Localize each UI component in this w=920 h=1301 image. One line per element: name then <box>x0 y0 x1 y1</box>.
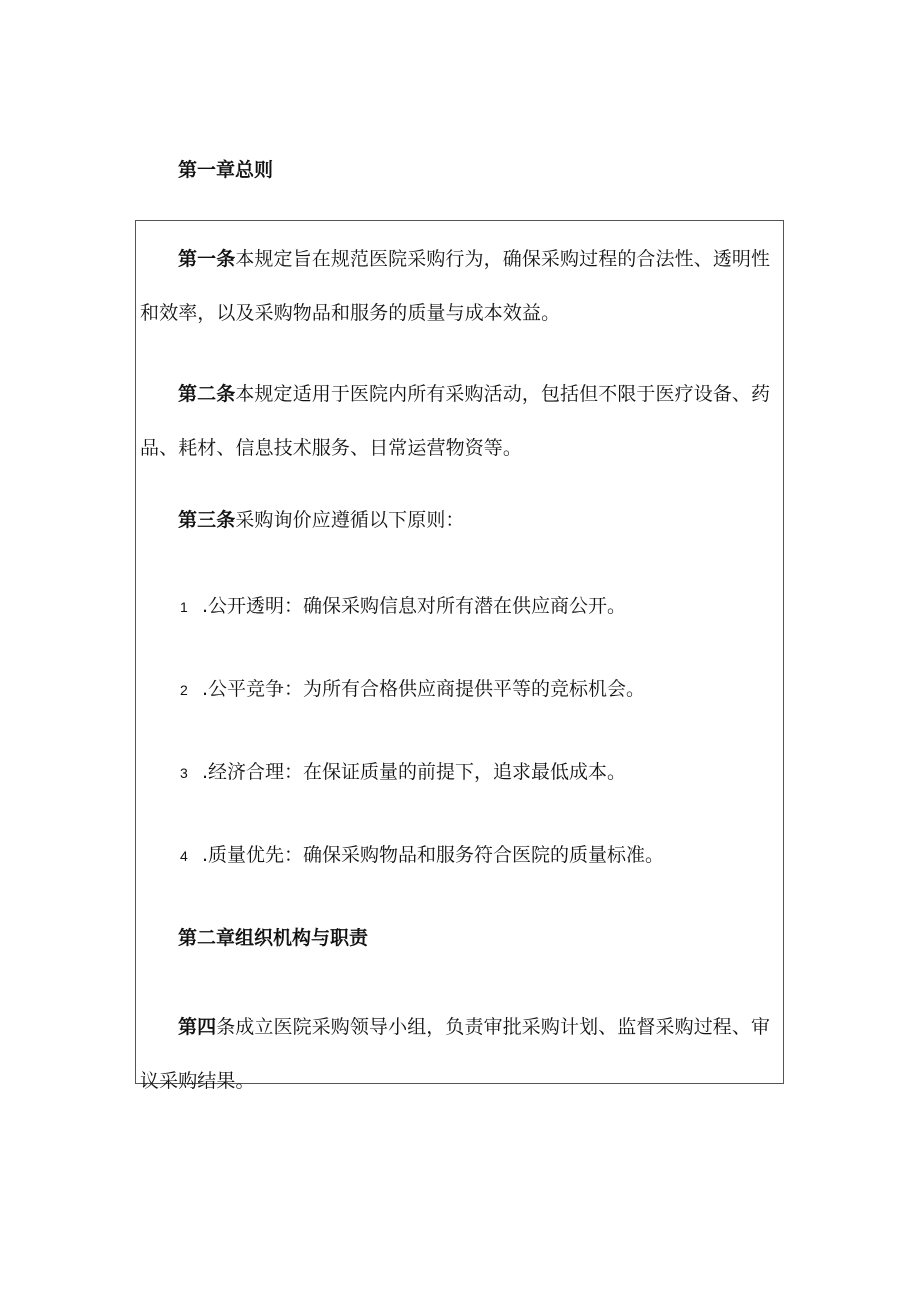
article-4 <box>136 1000 783 1108</box>
principle-item <box>180 843 664 868</box>
article-2-text: 本规定适用于医院内所有采购活动，包括但不限于医疗设备、药品、耗材、信息技术服务、日常运营物资等。 <box>140 383 771 459</box>
article-1-text: 本规定旨在规范医院采购行为，确保采购过程的合法性、透明性和效率，以及采购物品和服务的质量与成本效益。 <box>140 248 771 324</box>
chapter-1-title: 第一章总则 <box>178 159 274 181</box>
document-content-box <box>135 220 784 1092</box>
article-1 <box>136 232 783 340</box>
article-2 <box>136 367 783 475</box>
principle-item <box>180 594 626 619</box>
article-3-text: 采购询价应遵循以下原则： <box>235 509 465 531</box>
principle-number: 4 <box>180 848 188 864</box>
article-3 <box>136 493 783 547</box>
principle-item <box>180 760 626 785</box>
principle-number: 3 <box>180 765 188 781</box>
article-1-label: 第一条 <box>178 248 236 270</box>
principle-item <box>180 677 645 702</box>
principle-text: .公平竞争：为所有合格供应商提供平等的竞标机会。 <box>202 678 646 700</box>
article-2-label: 第二条 <box>178 383 236 405</box>
chapter-2-title: 第二章组织机构与职责 <box>178 927 369 949</box>
principle-text: .经济合理：在保证质量的前提下，追求最低成本。 <box>202 761 627 783</box>
principle-text: .质量优先：确保采购物品和服务符合医院的质量标准。 <box>202 844 665 866</box>
article-4-label: 第四 <box>178 1016 217 1038</box>
principle-number: 2 <box>180 682 188 698</box>
principle-text: .公开透明：确保采购信息对所有潜在供应商公开。 <box>202 595 627 617</box>
article-3-label: 第三条 <box>178 509 236 531</box>
article-4-text: 条成立医院采购领导小组，负责审批采购计划、监督采购过程、审议采购结果。 <box>140 1016 771 1092</box>
principle-number: 1 <box>180 599 188 615</box>
